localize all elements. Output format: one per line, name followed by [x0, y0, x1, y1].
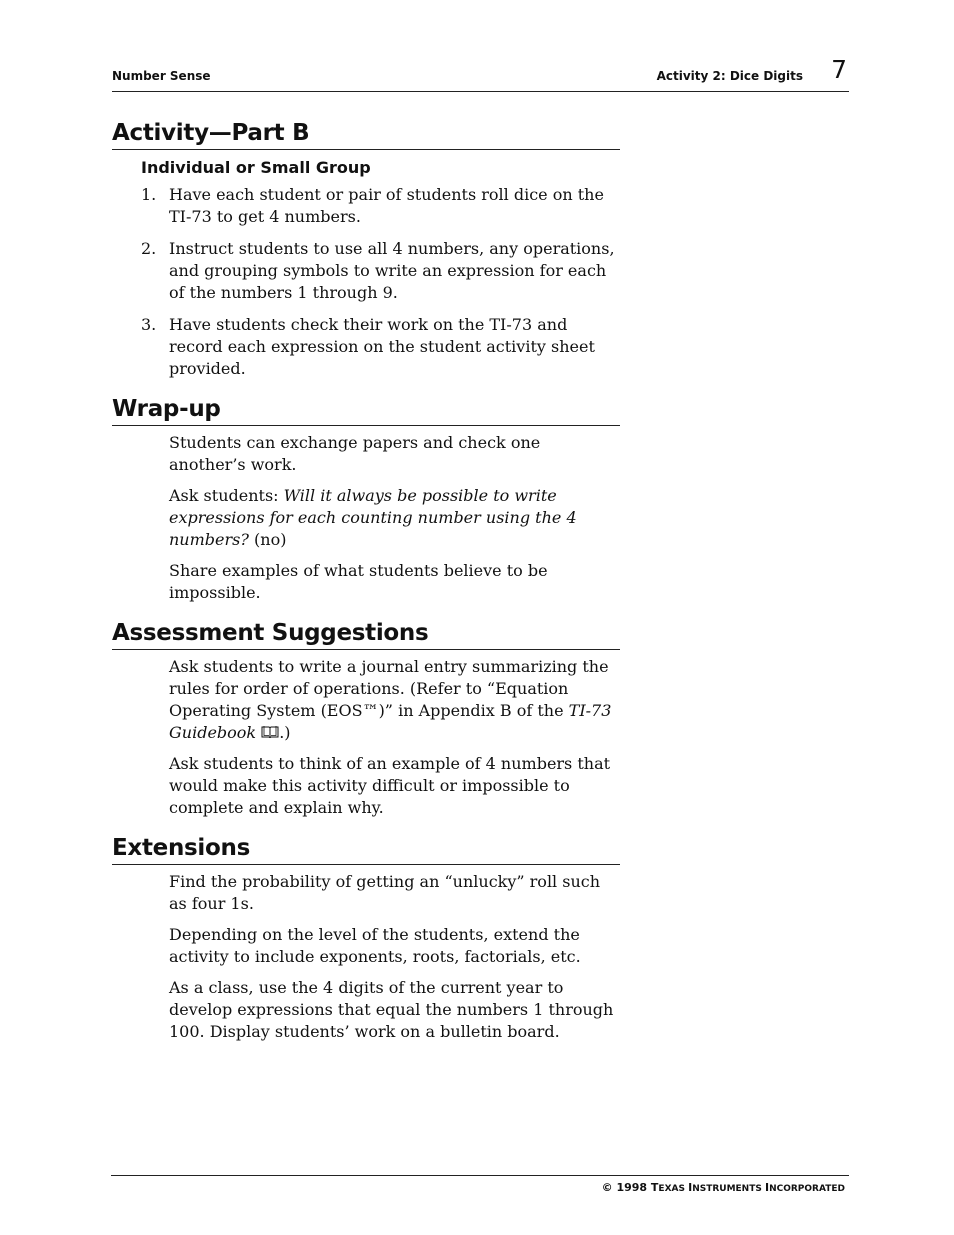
section-wrap-up: [112, 394, 620, 604]
extensions-paragraph: As a class, use the 4 digits of the current year to develop expressions that equal the numbers 1 through 100. Display students’ work on a bulletin board.: [169, 978, 614, 1041]
copyright-year: © 1998: [601, 1181, 651, 1194]
copyright-notice: [602, 1181, 845, 1194]
main-column: [112, 118, 620, 1052]
list-item: [141, 314, 620, 380]
page-footer: [111, 1175, 849, 1194]
wrap-up-paragraph: Share examples of what students believe to be impossible.: [169, 561, 548, 602]
copyright-smallcaps: EXAS: [658, 1184, 689, 1194]
section-assessment: [112, 618, 620, 819]
list-item: [141, 238, 620, 304]
header-section-title: Number Sense: [112, 69, 211, 83]
step-text: Have students check their work on the TI-73 and record each expression on the student activity sheet provided.: [169, 315, 595, 378]
step-number: 3.: [141, 315, 157, 334]
extensions-paragraph: Find the probability of getting an “unlucky” roll such as four 1s.: [169, 872, 601, 913]
steps-list: [141, 184, 620, 380]
page-header: [112, 55, 849, 92]
page-number: 7: [831, 55, 847, 84]
assessment-paragraph: Ask students to think of an example of 4 numbers that would make this activity difficult or impossible to complete and explain why.: [169, 754, 611, 817]
extensions-heading: Extensions: [112, 833, 620, 865]
list-item: [141, 184, 620, 228]
copyright-smallcaps: NCORPORATED: [769, 1184, 845, 1194]
step-number: 2.: [141, 239, 157, 258]
wrap-up-heading: Wrap-up: [112, 394, 620, 426]
copyright-letter: T: [650, 1181, 659, 1194]
question-answer: (no): [248, 530, 287, 549]
extensions-paragraph: Depending on the level of the students, extend the activity to include exponents, roots, factorials, etc.: [169, 925, 581, 966]
assessment-text: Ask students to write a journal entry summarizing the rules for order of operations. (Refer to “Equation Operating System (EOS™)” in Appendix B of the: [169, 657, 609, 720]
copyright-letter: I: [688, 1181, 693, 1194]
copyright-letter: I: [764, 1181, 770, 1194]
guidebook-title: TI-73 Guidebook: [169, 701, 612, 742]
step-text: Have each student or pair of students roll dice on the TI-73 to get 4 numbers.: [169, 185, 604, 226]
section-extensions: [112, 833, 620, 1043]
wrap-up-paragraph: Students can exchange papers and check one another’s work.: [169, 433, 541, 474]
wrap-up-question-paragraph: [169, 485, 620, 551]
assessment-heading: Assessment Suggestions: [112, 618, 620, 650]
question-text: Will it always be possible to write expressions for each counting number using the 4 numbers?: [169, 486, 577, 549]
header-activity-title: Activity 2: Dice Digits: [656, 69, 803, 83]
question-lead: Ask students:: [169, 486, 284, 505]
step-text: Instruct students to use all 4 numbers, any operations, and grouping symbols to write an expression for each of the numbers 1 through 9.: [169, 239, 615, 302]
section-activity-part-b: [112, 118, 620, 380]
step-number: 1.: [141, 185, 157, 204]
assessment-paragraph: [169, 656, 620, 744]
book-icon: [261, 723, 279, 737]
copyright-smallcaps: NSTRUMENTS: [692, 1184, 765, 1194]
grouping-subheading: Individual or Small Group: [141, 158, 371, 177]
activity-part-b-heading: Activity—Part B: [112, 118, 620, 150]
assessment-text-end: .): [279, 723, 291, 742]
